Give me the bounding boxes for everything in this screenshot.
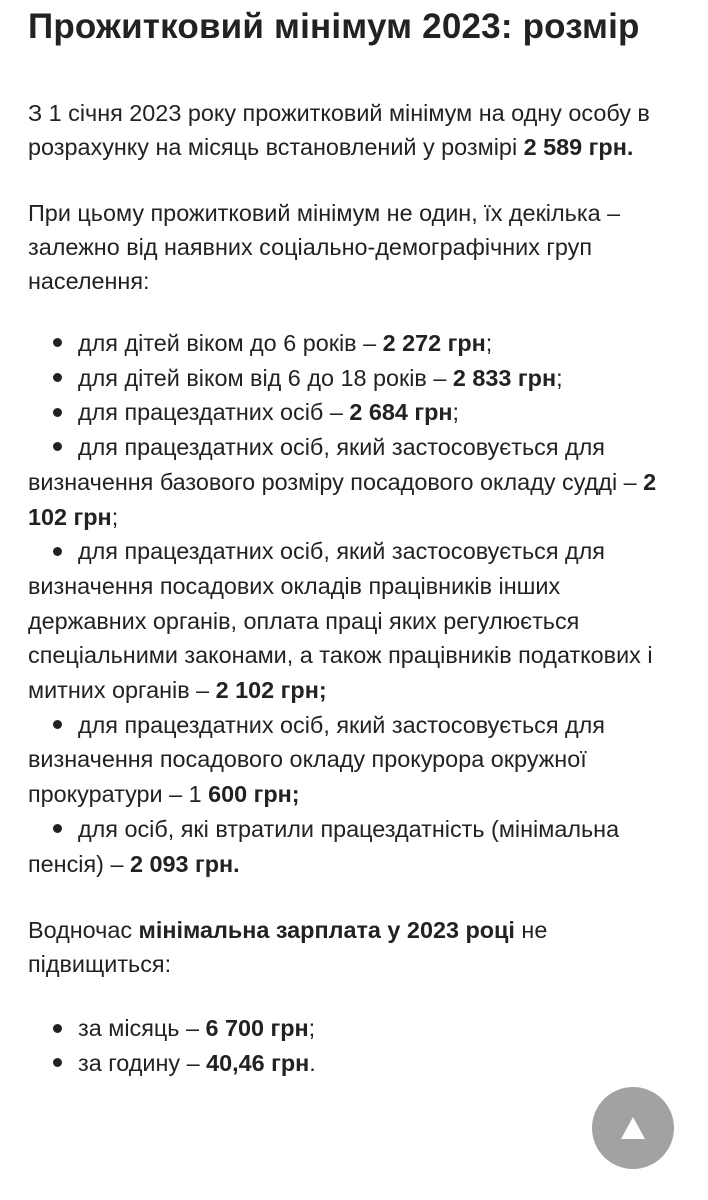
list-item-text: для осіб, які втратили працездатність (мінімальна пенсія) – xyxy=(28,815,620,877)
list-item xyxy=(28,1046,668,1081)
bullet-icon xyxy=(53,373,62,382)
article xyxy=(28,0,668,1081)
list-item-suffix: . xyxy=(309,1049,316,1076)
scroll-to-top-button[interactable] xyxy=(592,1087,674,1169)
bullet-icon xyxy=(53,720,62,729)
list-item-suffix: ; xyxy=(308,1015,316,1042)
list-item-amount: 40,46 грн xyxy=(206,1049,310,1076)
list-item-text: для дітей віком до 6 років – xyxy=(78,330,383,356)
list-item-text: для працездатних осіб, який застосовується для визначення посадових окладів працівників інших державних органів, оплата праці яких регулюється спеціальними законами, а також працівників податкових і митних органів – xyxy=(28,538,653,704)
list-item-text: для працездатних осіб – xyxy=(78,399,350,426)
page-title: Прожитковий мінімум 2023: розмір xyxy=(28,7,640,46)
list-item-text: для працездатних осіб, який застосовується для визначення базового розміру посадового окладу судді – xyxy=(28,434,644,495)
list-item-amount: 2 272 грн xyxy=(382,330,486,356)
subsistence-groups-list xyxy=(28,326,668,881)
list-item-text: для дітей віком від 6 до 18 років – xyxy=(78,364,453,391)
list-item-text: за місяць – xyxy=(78,1015,206,1042)
list-item xyxy=(28,1011,668,1046)
list-item xyxy=(28,326,668,361)
bullet-icon xyxy=(53,442,62,451)
bullet-icon xyxy=(53,1024,62,1033)
wage-bold: мінімальна зарплата у 2023 році xyxy=(138,917,515,944)
minimum-wage-list xyxy=(28,1011,668,1080)
groups-intro-paragraph: При цьому прожитковий мінімум не один, їх декілька – залежно від наявних соціально-демографічних груп населення: xyxy=(28,200,621,294)
bullet-icon xyxy=(53,408,62,417)
list-item xyxy=(28,430,668,534)
wage-suffix: не підвищиться: xyxy=(28,917,548,978)
triangle-up-icon xyxy=(619,1115,647,1141)
list-item-suffix: ; xyxy=(111,503,119,530)
intro-paragraph xyxy=(28,96,668,164)
list-item-amount: 2 102 грн; xyxy=(215,677,327,704)
list-item xyxy=(28,812,668,881)
bullet-icon xyxy=(53,824,62,833)
wage-prefix: Водночас xyxy=(28,917,139,944)
bullet-icon xyxy=(53,338,62,347)
list-item-amount: 600 грн; xyxy=(208,781,300,808)
list-item xyxy=(28,534,668,708)
list-item-suffix: ; xyxy=(452,399,460,426)
bullet-icon xyxy=(53,547,62,556)
list-item-amount: 2 093 грн. xyxy=(129,850,240,877)
list-item-text: за годину – xyxy=(78,1049,207,1076)
list-item xyxy=(28,361,668,396)
list-item-amount: 2 684 грн xyxy=(349,399,453,426)
list-item-suffix: ; xyxy=(485,330,493,356)
wage-paragraph xyxy=(28,913,668,981)
intro-amount: 2 589 грн. xyxy=(523,134,634,160)
list-item xyxy=(28,395,668,430)
intro-text: З 1 січня 2023 року прожитковий мінімум на одну особу в розрахунку на місяць встановлений у розмірі xyxy=(28,100,650,160)
list-item-text: для працездатних осіб, який застосовується для визначення посадового окладу прокурора окружної прокуратури – 1 xyxy=(28,711,605,808)
list-item-suffix: ; xyxy=(556,364,563,391)
list-item-amount: 6 700 грн xyxy=(205,1015,309,1042)
list-item-amount: 2 833 грн xyxy=(452,364,557,391)
bullet-icon xyxy=(53,1058,62,1067)
list-item-amount: 2 102 грн xyxy=(28,468,657,530)
list-item xyxy=(28,708,668,812)
